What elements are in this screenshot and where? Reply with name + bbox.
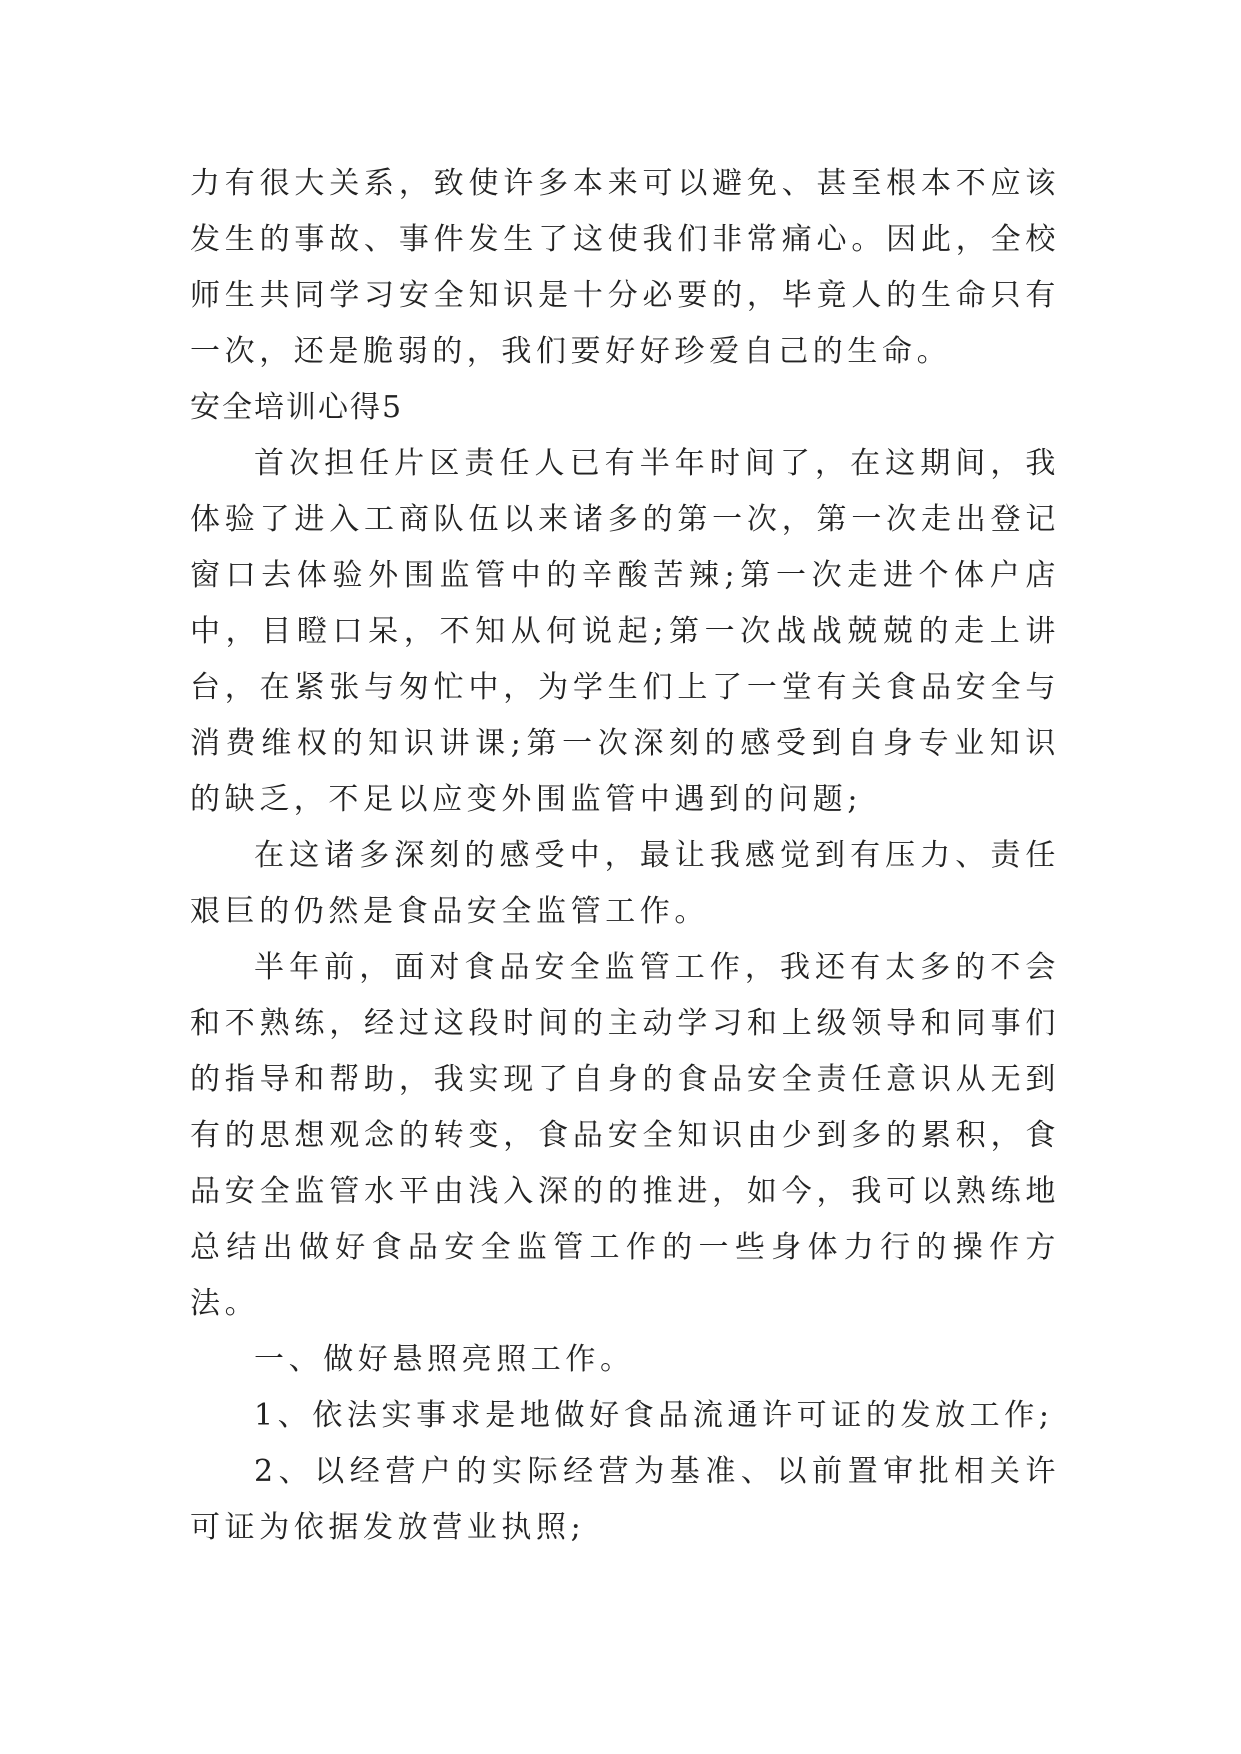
paragraph-first-time: 首次担任片区责任人已有半年时间了，在这期间，我体验了进入工商队伍以来诸多的第一次，第一次走出登记窗口去体验外围监管中的辛酸苦辣;第一次走进个体户店中，目瞪口呆，不知从何说起;第一次战战兢兢的走上讲台，在紧张与匆忙中，为学生们上了一堂有关食品安全与消费维权的知识讲课;第一次深刻的感受到自身专业知识的缺乏，不足以应变外围监管中遇到的问题; (190, 446, 1060, 817)
section-heading: 安全培训心得5 (190, 390, 404, 425)
paragraph-item-2: 2、以经营户的实际经营为基准、以前置审批相关许可证为依据发放营业执照; (190, 1454, 1060, 1545)
paragraph-item-1: 1、依法实事求是地做好食品流通许可证的发放工作; (254, 1398, 1054, 1433)
paragraph-half-year-ago: 半年前，面对食品安全监管工作，我还有太多的不会和不熟练，经过这段时间的主动学习和上级领导和同事们的指导和帮助，我实现了自身的食品安全责任意识从无到有的思想观念的转变，食品安全知识由少到多的累积，食品安全监管水平由浅入深的的推进，如今，我可以熟练地总结出做好食品安全监管工作的一些身体力行的操作方法。 (190, 950, 1060, 1321)
continued-paragraph: 力有很大关系，致使许多本来可以避免、甚至根本不应该发生的事故、事件发生了这使我们非常痛心。因此，全校师生共同学习安全知识是十分必要的，毕竟人的生命只有一次，还是脆弱的，我们要好好珍爱自己的生命。 (190, 166, 1060, 369)
document-body (190, 156, 1060, 1556)
paragraph-pressure: 在这诸多深刻的感受中，最让我感觉到有压力、责任艰巨的仍然是食品安全监管工作。 (190, 838, 1060, 929)
paragraph-item-heading: 一、做好悬照亮照工作。 (254, 1342, 635, 1377)
